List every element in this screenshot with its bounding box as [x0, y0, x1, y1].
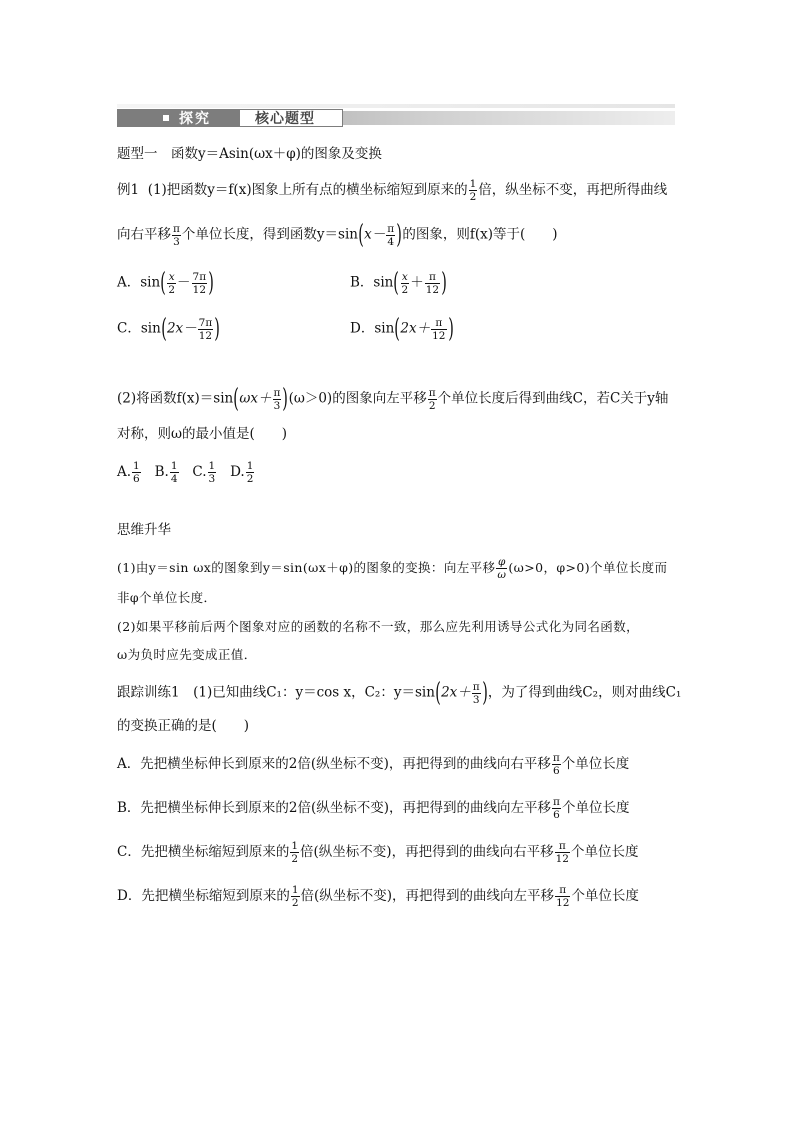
practice-option-b[interactable]: B．先把横坐标伸长到原来的2倍(纵坐标不变)，再把得到的曲线向左平移 $\frac{\pi}{6}$ 个单位长度	[117, 796, 630, 821]
example1-label: 例1	[117, 182, 140, 198]
option-a[interactable]: A．sin( $\frac{x}{2}$ － $\frac{7\pi}{12}$ )	[117, 268, 215, 298]
header-bullet-icon	[163, 115, 169, 121]
practice-option-a[interactable]: A．先把横坐标伸长到原来的2倍(纵坐标不变)，再把得到的曲线向右平移 $\frac{\pi}{6}$ 个单位长度	[117, 752, 630, 777]
fraction-pi-4: $\frac{\pi}{4}$	[387, 222, 395, 248]
thinking-title: 思维升华	[117, 522, 171, 538]
q1-text-a: (1)把函数y＝f(x)图象上所有点的横坐标缩短到原来的	[147, 182, 468, 198]
example1-q2-line2: 对称，则ω的最小值是( )	[117, 426, 288, 442]
thinking-p1-line1: (1)由y＝sin ωx的图象到y＝sin(ωx＋φ)的图象的变换：向左平移 $\frac{\varphi}{\omega}$ (ω>0，φ>0)个单位长度而	[117, 556, 668, 581]
header-label-core: 核心题型	[255, 111, 315, 127]
thinking-p2-line1: (2)如果平移前后两个图象对应的函数的名称不一致，那么应先利用诱导公式化为同名函数，	[117, 619, 640, 634]
thinking-p1-line2: 非φ个单位长度．	[117, 590, 217, 605]
q2-option-a[interactable]: A. $\frac{1}{6}$	[117, 460, 140, 485]
section-header	[117, 104, 675, 126]
fraction-pi-3: $\frac{\pi}{3}$	[173, 222, 180, 248]
q2-options	[117, 460, 255, 485]
header-dark-block	[117, 109, 239, 127]
practice-option-c[interactable]: C．先把横坐标缩短到原来的 $\frac{1}{2}$ 倍(纵坐标不变)，再把得到的曲线向右平移 $\frac{\pi}{12}$ 个单位长度	[117, 840, 639, 865]
practice1-line2: 的变换正确的是( )	[117, 718, 250, 734]
topic-title: 题型一 函数y＝Asin(ωx＋φ)的图象及变换	[117, 146, 382, 162]
thinking-p2-line2: ω为负时应先变成正值．	[117, 647, 257, 662]
example1-q1-line1	[117, 178, 667, 203]
option-b[interactable]: B．sin( $\frac{x}{2}$ ＋ $\frac{\pi}{12}$ )	[350, 268, 447, 298]
practice-option-d[interactable]: D．先把横坐标缩短到原来的 $\frac{1}{2}$ 倍(纵坐标不变)，再把得到的曲线向左平移 $\frac{\pi}{12}$ 个单位长度	[117, 884, 639, 909]
option-d[interactable]: D．sin(2x＋ $\frac{\pi}{12}$ )	[350, 314, 454, 344]
q2-option-b[interactable]: B. $\frac{1}{4}$	[154, 460, 178, 485]
example1-q1-line2: 向右平移 $\frac{\pi}{3}$ 个单位长度，得到函数y＝sin(x－ $\frac{\pi}{4}$ )的图象，则f(x)等于( )	[117, 220, 558, 250]
header-label-explore: 探究	[179, 111, 211, 127]
q1-text-b: 倍，纵坐标不变，再把所得曲线	[478, 182, 668, 198]
q2-option-c[interactable]: C. $\frac{1}{3}$	[192, 460, 216, 485]
fraction-half: $\frac{1}{2}$	[469, 178, 477, 203]
practice1-line1: 跟踪训练1 (1)已知曲线C₁：y＝cos x，C₂：y＝sin(2x＋ $\frac{\pi}{3}$ )，为了得到曲线C₂，则对曲线C₁	[117, 678, 682, 708]
q2-option-d[interactable]: D. $\frac{1}{2}$	[230, 460, 254, 485]
example1-q2-line1: (2)将函数f(x)＝sin(ωx＋ $\frac{\pi}{3}$ )(ω＞0)的图象向左平移 $\frac{\pi}{2}$ 个单位长度后得到曲线C，若C关于y轴	[117, 384, 669, 414]
option-c[interactable]: C．sin(2x－ $\frac{7\pi}{12}$ )	[117, 314, 221, 344]
